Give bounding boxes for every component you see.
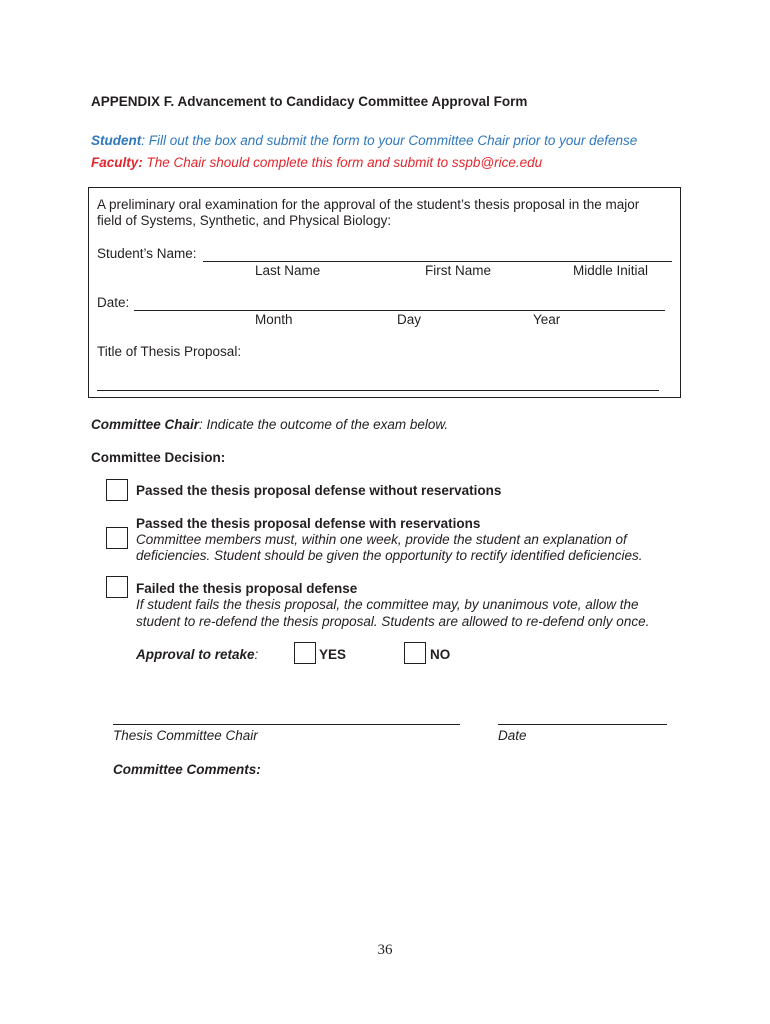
box-intro-line-2: field of Systems, Synthetic, and Physical Biology: xyxy=(97,213,392,228)
date-field[interactable] xyxy=(134,310,665,311)
retake-label-colon: : xyxy=(254,647,259,662)
retake-label xyxy=(136,647,258,662)
page-number: 36 xyxy=(377,942,393,958)
option-passed-reservations-checkbox[interactable] xyxy=(106,527,128,549)
thesis-title-field[interactable] xyxy=(97,390,659,391)
retake-no-checkbox[interactable] xyxy=(404,642,426,664)
date-label: Date: xyxy=(97,295,130,310)
retake-yes-label: YES xyxy=(319,647,347,662)
student-note xyxy=(91,133,637,148)
decision-heading: Committee Decision: xyxy=(91,450,226,465)
student-name-field[interactable] xyxy=(203,261,672,262)
student-name-label: Student’s Name: xyxy=(97,246,197,261)
option-passed-checkbox[interactable] xyxy=(106,479,128,501)
thesis-title-label: Title of Thesis Proposal: xyxy=(97,344,242,359)
chair-signature-caption: Thesis Committee Chair xyxy=(113,728,258,743)
chair-instruction-text: : Indicate the outcome of the exam below. xyxy=(199,417,449,432)
option-passed-reservations-desc-1: Committee members must, within one week, provide the student an explanation of xyxy=(136,532,627,547)
year-caption: Year xyxy=(533,312,561,327)
retake-no-label: NO xyxy=(430,647,451,662)
first-name-caption: First Name xyxy=(425,263,492,278)
faculty-note-text: The Chair should complete this form and submit to sspb@rice.edu xyxy=(142,155,543,170)
day-caption: Day xyxy=(397,312,422,327)
faculty-note-label: Faculty: xyxy=(91,155,143,170)
signature-date-caption: Date xyxy=(498,728,527,743)
chair-signature-line[interactable] xyxy=(113,724,460,725)
retake-label-text: Approval to retake xyxy=(136,647,255,662)
student-note-label: Student xyxy=(91,133,142,148)
signature-date-line[interactable] xyxy=(498,724,667,725)
last-name-caption: Last Name xyxy=(255,263,321,278)
chair-instruction xyxy=(91,417,448,432)
faculty-note xyxy=(91,155,542,170)
option-passed-title: Passed the thesis proposal defense without reservations xyxy=(136,483,502,498)
box-intro-line-1: A preliminary oral examination for the approval of the student’s thesis proposal in the major xyxy=(97,197,640,212)
chair-instruction-label: Committee Chair xyxy=(91,417,200,432)
option-failed-title: Failed the thesis proposal defense xyxy=(136,581,358,596)
option-failed-checkbox[interactable] xyxy=(106,576,128,598)
middle-initial-caption: Middle Initial xyxy=(573,263,649,278)
month-caption: Month xyxy=(255,312,293,327)
option-failed-desc-2: student to re-defend the thesis proposal. Students are allowed to re-defend only once. xyxy=(136,614,650,629)
retake-yes-checkbox[interactable] xyxy=(294,642,316,664)
committee-comments-label: Committee Comments: xyxy=(113,762,261,777)
option-passed-reservations-desc-2: deficiencies. Student should be given the opportunity to rectify identified deficiencies. xyxy=(136,548,643,563)
option-failed-desc-1: If student fails the thesis proposal, the committee may, by unanimous vote, allow the xyxy=(136,597,639,612)
student-note-text: : Fill out the box and submit the form to your Committee Chair prior to your defense xyxy=(141,133,638,148)
option-passed-reservations-title: Passed the thesis proposal defense with reservations xyxy=(136,516,481,531)
page-title: APPENDIX F. Advancement to Candidacy Committee Approval Form xyxy=(91,94,528,109)
